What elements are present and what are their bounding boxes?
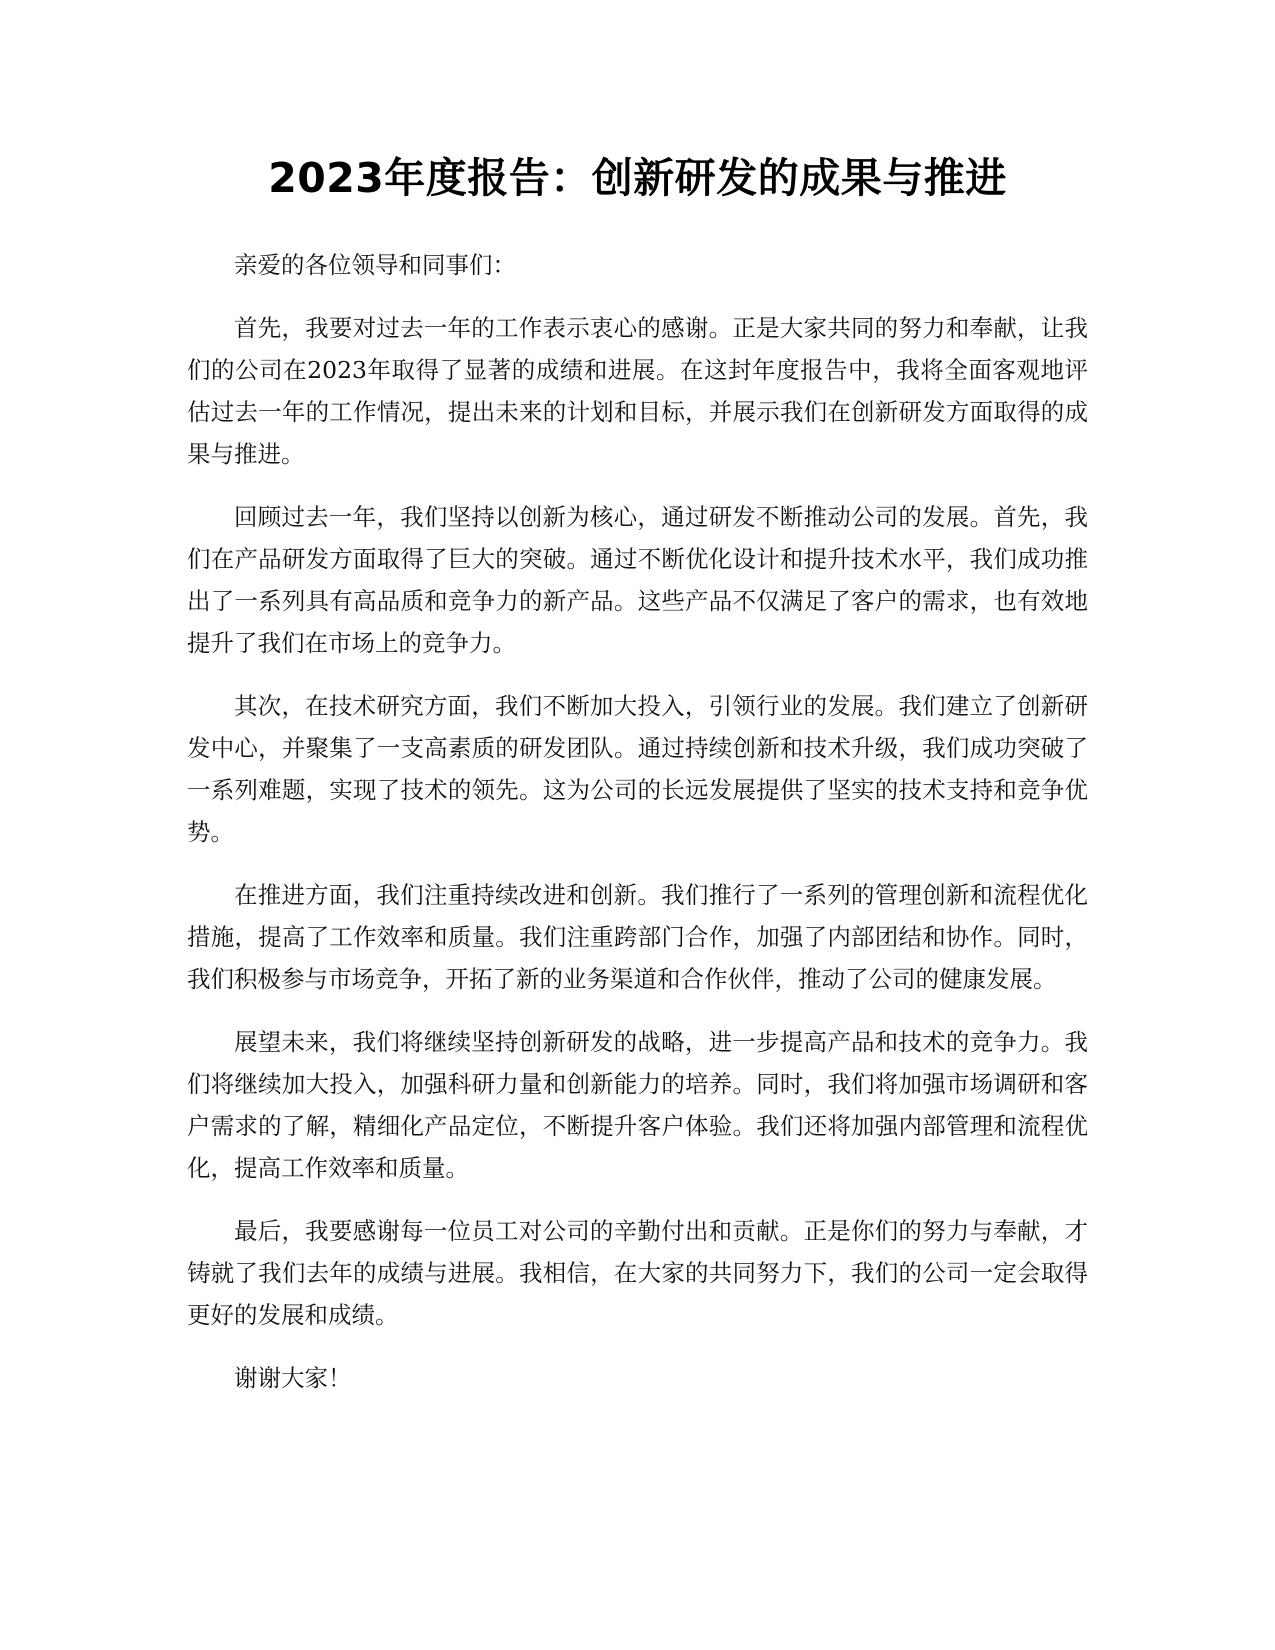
document-body [187,244,1088,1420]
greeting: 亲爱的各位领导和同事们： [234,251,516,279]
paragraph-closing-thanks: 最后，我要感谢每一位员工对公司的辛勤付出和贡献。正是你们的努力与奉献，才铸就了我们去年的成绩与进展。我相信，在大家的共同努力下，我们的公司一定会取得更好的发展和成绩。 [187,1217,1088,1329]
paragraph-review: 回顾过去一年，我们坚持以创新为核心，通过研发不断推动公司的发展。首先，我们在产品研发方面取得了巨大的突破。通过不断优化设计和提升技术水平，我们成功推出了一系列具有高品质和竞争力的新产品。这些产品不仅满足了客户的需求，也有效地提升了我们在市场上的竞争力。 [187,503,1088,657]
closing: 谢谢大家！ [234,1364,352,1392]
paragraph-research: 其次，在技术研究方面，我们不断加大投入，引领行业的发展。我们建立了创新研发中心，并聚集了一支高素质的研发团队。通过持续创新和技术升级，我们成功突破了一系列难题，实现了技术的领先。这为公司的长远发展提供了坚实的技术支持和竞争优势。 [187,692,1088,846]
document-title: 2023年度报告：创新研发的成果与推进 [268,154,1007,202]
paragraph-outlook: 展望未来，我们将继续坚持创新研发的战略，进一步提高产品和技术的竞争力。我们将继续加大投入，加强科研力量和创新能力的培养。同时，我们将加强市场调研和客户需求的了解，精细化产品定位，不断提升客户体验。我们还将加强内部管理和流程优化，提高工作效率和质量。 [187,1028,1088,1182]
paragraph-progress: 在推进方面，我们注重持续改进和创新。我们推行了一系列的管理创新和流程优化措施，提高了工作效率和质量。我们注重跨部门合作，加强了内部团结和协作。同时，我们积极参与市场竞争，开拓了新的业务渠道和合作伙伴，推动了公司的健康发展。 [187,881,1088,993]
paragraph-thanks: 首先，我要对过去一年的工作表示衷心的感谢。正是大家共同的努力和奉献，让我们的公司在2023年取得了显著的成绩和进展。在这封年度报告中，我将全面客观地评估过去一年的工作情况，提出未来的计划和目标，并展示我们在创新研发方面取得的成果与推进。 [187,314,1088,468]
